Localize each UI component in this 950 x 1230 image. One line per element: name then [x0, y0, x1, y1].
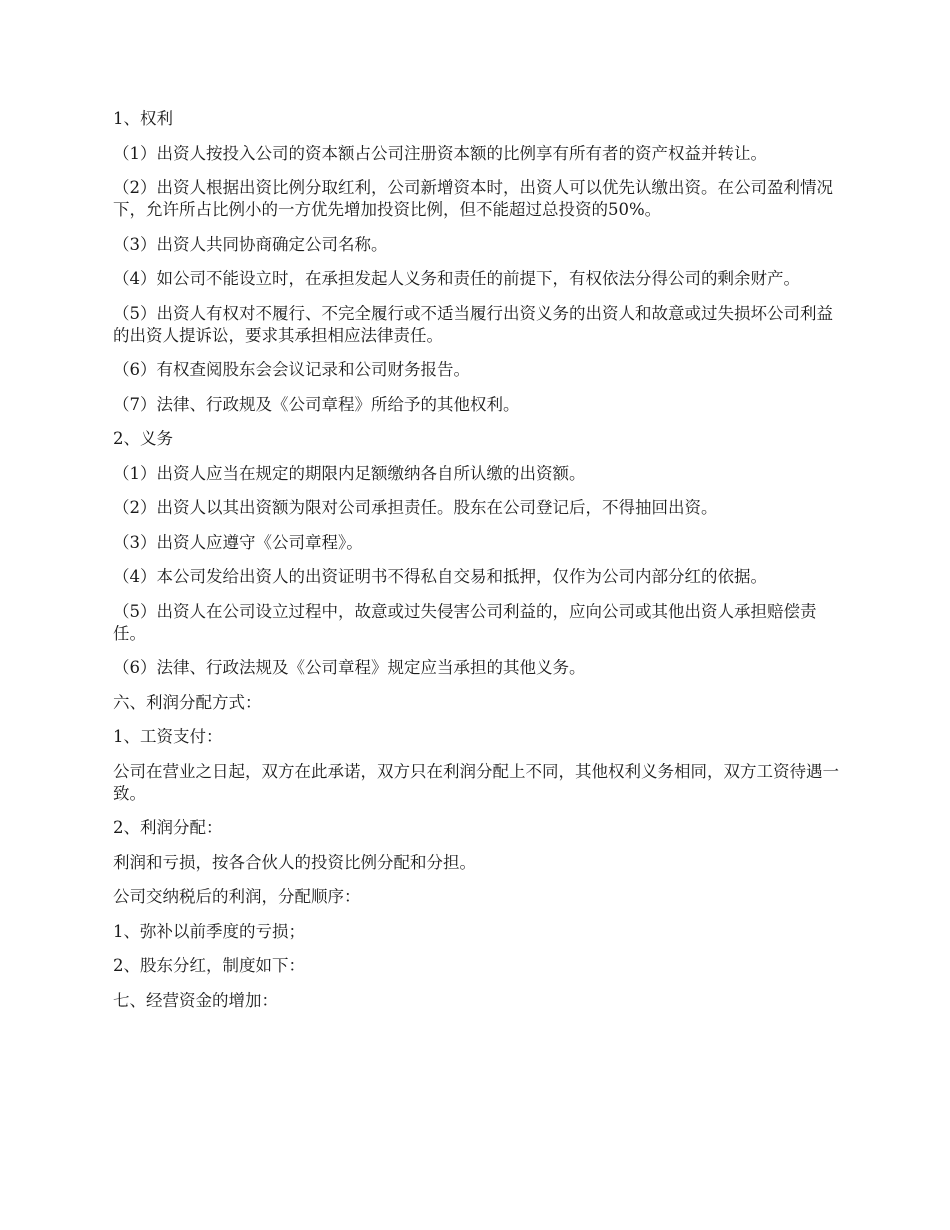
after-tax-profit-order: 公司交纳税后的利润，分配顺序： [113, 887, 361, 906]
obligations-item-4: （4）本公司发给出资人的出资证明书不得私自交易和抵押，仅作为公司内部分红的依据。 [113, 567, 767, 586]
subheading-profit-allocation: 2、利润分配： [113, 818, 223, 837]
document-body [113, 108, 843, 1024]
rights-item-4: （4）如公司不能设立时，在承担发起人义务和责任的前提下，有权依法分得公司的剩余财产。 [113, 269, 800, 288]
order-item-1: 1、弥补以前季度的亏损； [113, 921, 305, 941]
order-item-2: 2、股东分红，制度如下： [113, 956, 305, 975]
obligations-item-5: （5）出资人在公司设立过程中，故意或过失侵害公司利益的，应向公司或其他出资人承担赔偿责任。 [113, 601, 817, 643]
salary-payment-text: 公司在营业之日起，双方在此承诺，双方只在利润分配上不同，其他权利义务相同，双方工资待遇一致。 [113, 761, 839, 803]
rights-item-6: （6）有权查阅股东会会议记录和公司财务报告。 [113, 360, 470, 379]
rights-item-1: （1）出资人按投入公司的资本额占公司注册资本额的比例享有所有者的资产权益并转让。 [113, 143, 767, 163]
subheading-salary-payment: 1、工资支付： [113, 727, 223, 746]
section-heading-rights: 1、权利 [113, 109, 173, 128]
obligations-item-6: （6）法律、行政法规及《公司章程》规定应当承担的其他义务。 [113, 658, 586, 677]
obligations-item-2: （2）出资人以其出资额为限对公司承担责任。股东在公司登记后，不得抽回出资。 [113, 498, 718, 517]
rights-item-2: （2）出资人根据出资比例分取红利，公司新增资本时，出资人可以优先认缴出资。在公司盈利情况下，允许所占比例小的一方优先增加投资比例，但不能超过总投资的50%。 [113, 178, 833, 219]
rights-item-7: （7）法律、行政规及《公司章程》所给予的其他权利。 [113, 394, 520, 414]
section-heading-obligations: 2、义务 [113, 429, 173, 448]
obligations-item-1: （1）出资人应当在规定的期限内足额缴纳各自所认缴的出资额。 [113, 463, 586, 483]
profit-allocation-text: 利润和亏损，按各合伙人的投资比例分配和分担。 [113, 852, 476, 872]
section-heading-capital-increase: 七、经营资金的增加： [113, 990, 278, 1010]
section-heading-profit-distribution: 六、利润分配方式： [113, 692, 262, 712]
rights-item-3: （3）出资人共同协商确定公司名称。 [113, 234, 388, 254]
obligations-item-3: （3）出资人应遵守《公司章程》。 [113, 532, 363, 552]
rights-item-5: （5）出资人有权对不履行、不完全履行或不适当履行出资义务的出资人和故意或过失损坏公司利益的出资人提诉讼，要求其承担相应法律责任。 [113, 303, 833, 345]
